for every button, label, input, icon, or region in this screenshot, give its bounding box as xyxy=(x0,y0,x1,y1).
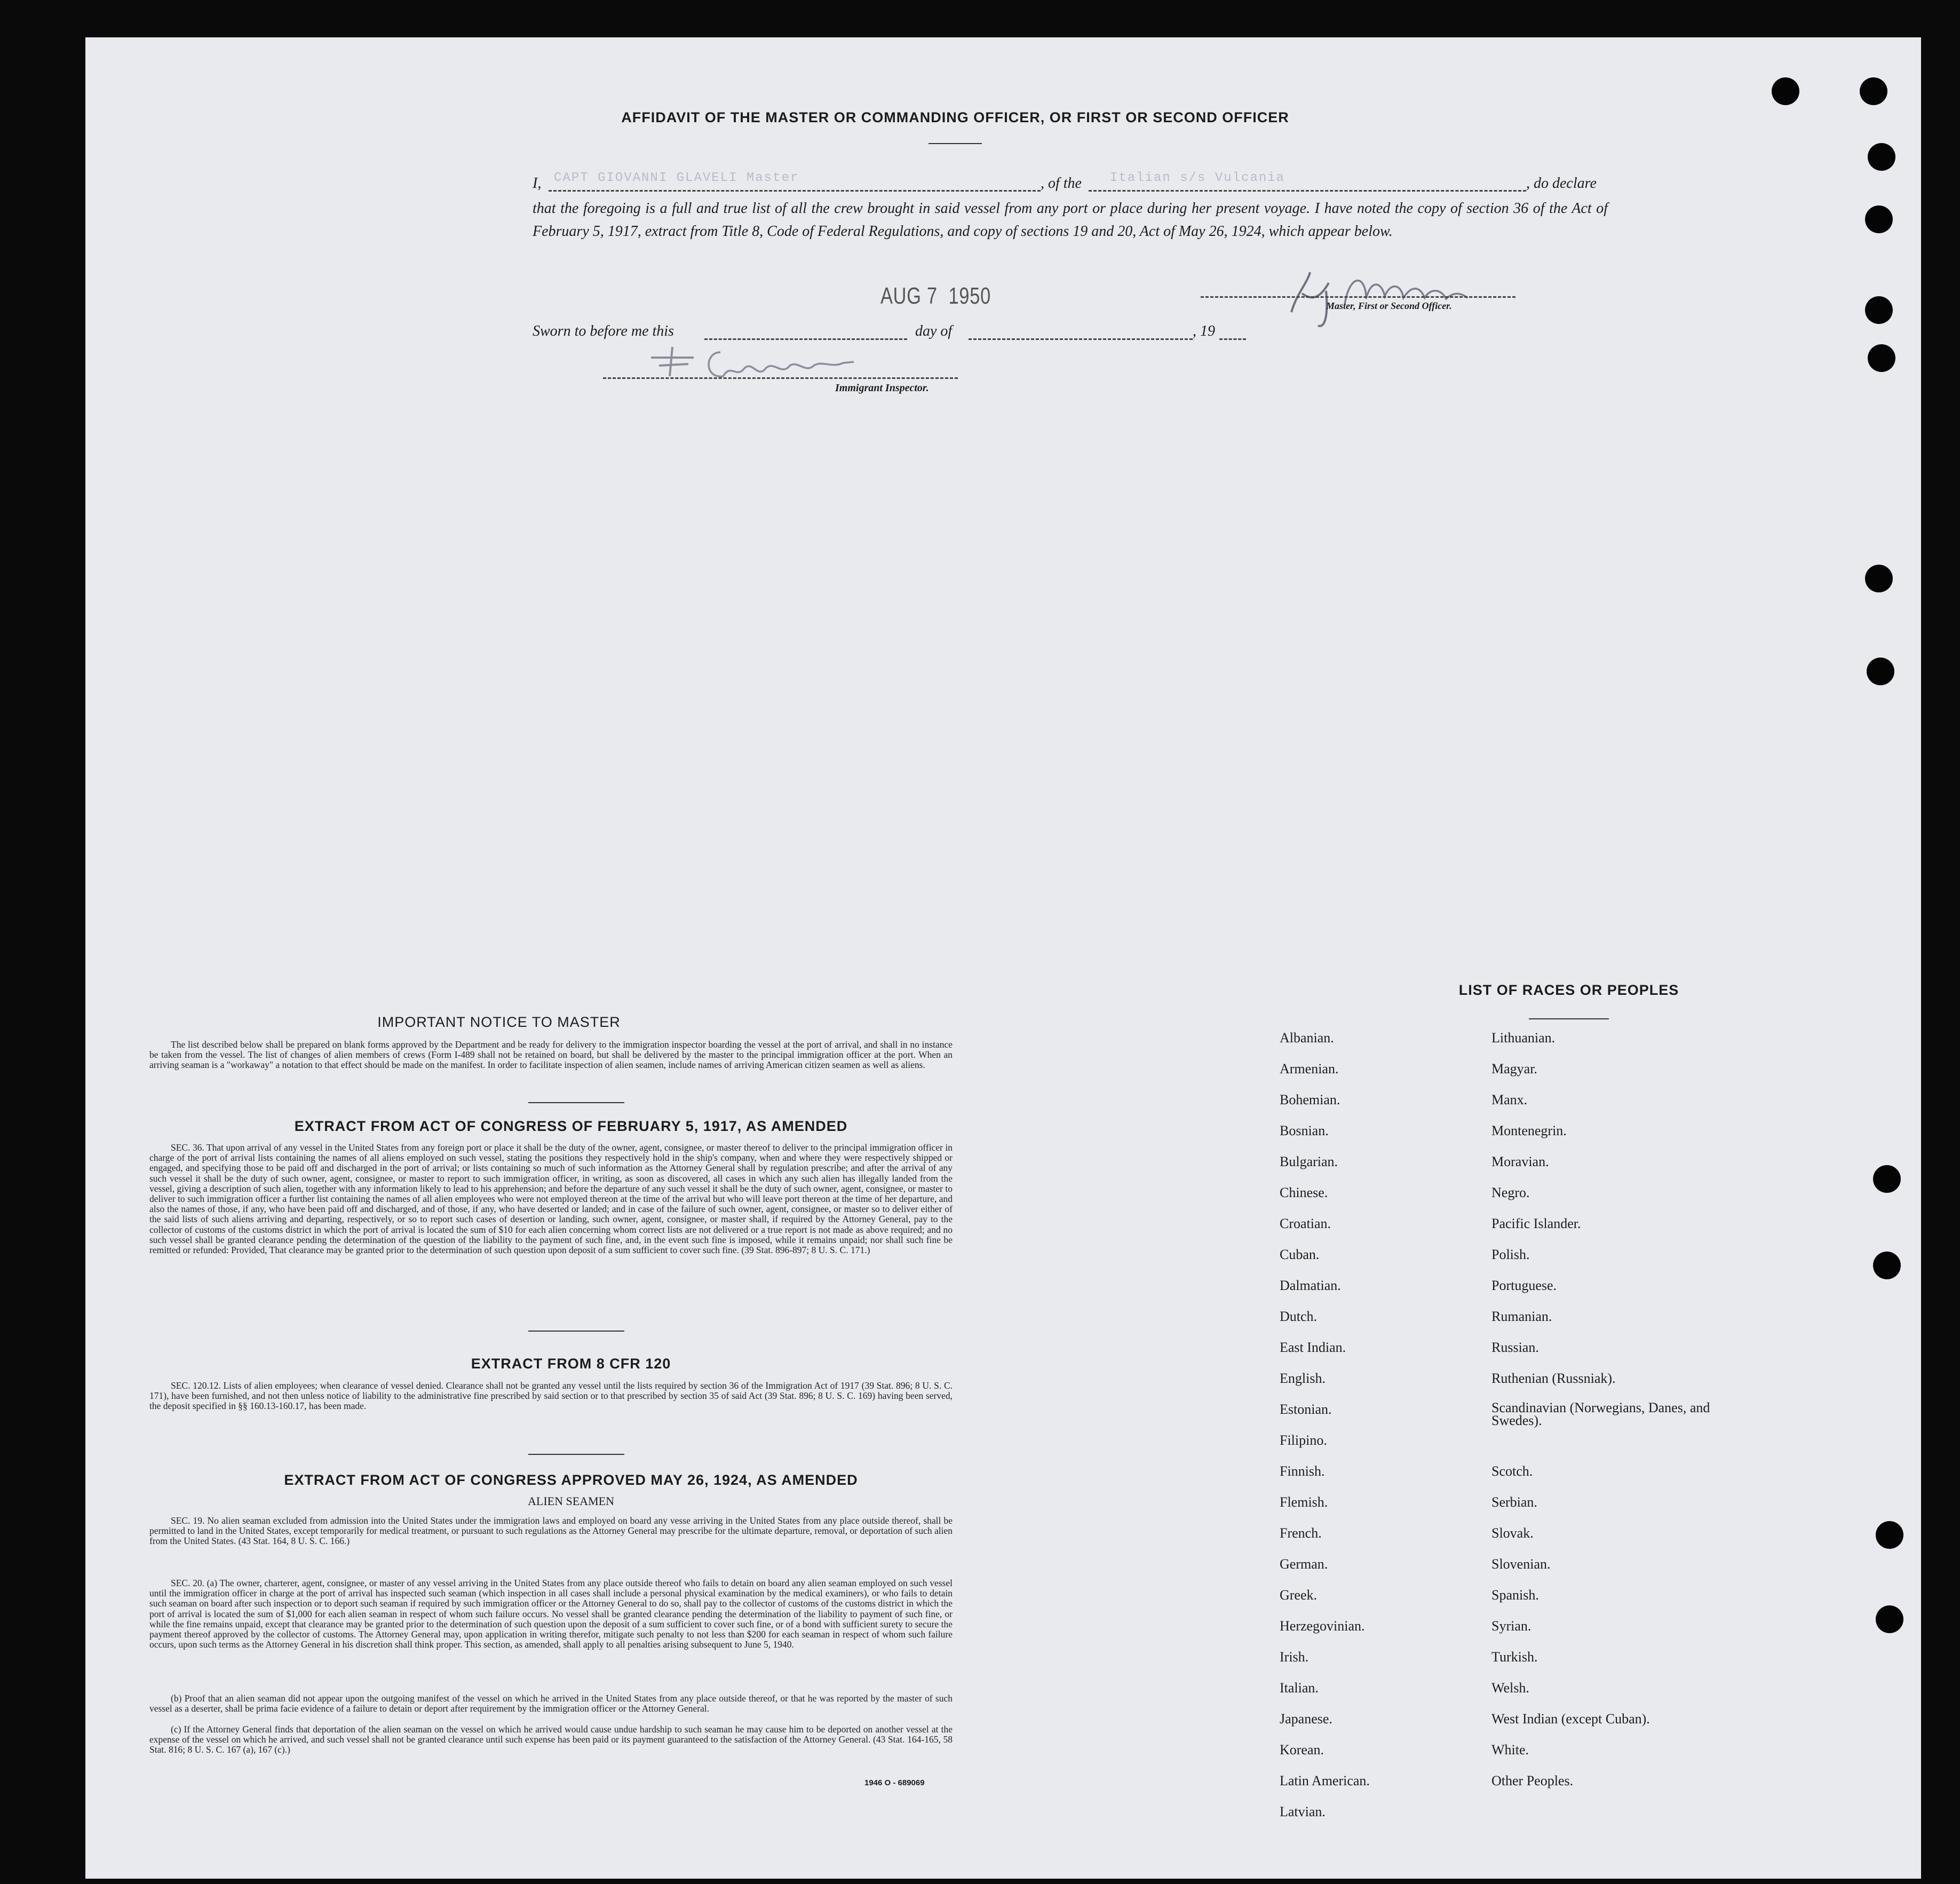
race-item: Montenegrin. xyxy=(1491,1123,1567,1138)
master-name-value: CAPT GIOVANNI GLAVELI Master xyxy=(554,171,799,185)
race-item: Slovenian. xyxy=(1491,1556,1551,1572)
race-item: Japanese. xyxy=(1280,1711,1332,1727)
race-item: Latvian. xyxy=(1280,1804,1326,1819)
sec20b-text: (b) Proof that an alien seaman did not appear upon the outgoing manifest of the vessel on which he arrived in the United States from any place outside thereof, or that he was reported by the master of such vessel as a deserter, shall be prima facie evidence of a failure to detain or deport after requirement by the immigration officer or the Attorney General. xyxy=(149,1693,953,1714)
race-item: Polish. xyxy=(1491,1247,1530,1262)
extract-cfr-rule xyxy=(528,1454,624,1455)
notice-title: IMPORTANT NOTICE TO MASTER xyxy=(377,1014,621,1030)
race-item: Spanish. xyxy=(1491,1587,1539,1603)
race-item: Korean. xyxy=(1280,1742,1324,1758)
punch-hole xyxy=(1867,658,1894,685)
notice-text: The list described below shall be prepared on blank forms approved by the Department and be ready for delivery to the immigration inspector boarding the vessel at the port of arrival, and shall in no instance be taken from the vessel. The list of changes of alien members of crews (Form I-489 shall not be retained on board, but shall be delivered by the master to the principal immigration officer at the port. When an arriving seaman is a "workaway" a notation to that effect should be made on the manifest. In order to facilitate inspection of alien seamen, include names of arriving American citizen seamen as well as aliens. xyxy=(149,1039,953,1071)
race-item: White. xyxy=(1491,1742,1529,1758)
inspector-signature xyxy=(630,336,864,390)
race-item: Pacific Islander. xyxy=(1491,1216,1581,1231)
races-rule xyxy=(1529,1018,1609,1019)
race-item: Cuban. xyxy=(1280,1247,1320,1262)
race-item: Finnish. xyxy=(1280,1463,1325,1479)
race-item: Bulgarian. xyxy=(1280,1154,1338,1169)
print-code: 1946 O - 689069 xyxy=(864,1778,925,1787)
vessel-name-value: Italian s/s Vulcania xyxy=(1110,171,1285,185)
master-signature-line xyxy=(1201,296,1515,298)
race-item: Magyar. xyxy=(1491,1061,1537,1076)
punch-hole xyxy=(1772,77,1799,105)
race-item: East Indian. xyxy=(1280,1340,1346,1355)
extract-cfr-title: EXTRACT FROM 8 CFR 120 xyxy=(471,1356,671,1372)
races-title: LIST OF RACES OR PEOPLES xyxy=(1458,982,1679,998)
master-name-line xyxy=(549,190,1041,192)
race-item: Armenian. xyxy=(1280,1061,1339,1076)
affidavit-title: AFFIDAVIT OF THE MASTER OR COMMANDING OFFICER, OR FIRST OR SECOND OFFICER xyxy=(621,109,1289,125)
extract-1924-title: EXTRACT FROM ACT OF CONGRESS APPROVED MAY 26, 1924, AS AMENDED xyxy=(284,1472,858,1488)
race-item: Manx. xyxy=(1491,1092,1528,1107)
race-item: Moravian. xyxy=(1491,1154,1549,1169)
i-label: I, xyxy=(533,175,542,192)
vessel-name-line xyxy=(1089,190,1526,192)
extract-cfr-text: SEC. 120.12. Lists of alien employees; when clearance of vessel denied. Clearance shall not be granted any vessel until the lists required by section 36 of the Immigration Act of 1917 (39 Stat. 896; 8 U. S. C. 171), have been furnished, and not then unless notice of liability to the administrative fine prescribed by said section or to that prescribed by section 35 of said Act (39 Stat. 896; 8 U. S. C. 169) having been served, the deposit specified in §§ 160.13-160.17, has been made. xyxy=(149,1380,953,1412)
race-item: Ruthenian (Russniak). xyxy=(1491,1371,1616,1386)
race-item: German. xyxy=(1280,1556,1328,1572)
sworn-year-line xyxy=(1219,338,1246,340)
title-rule xyxy=(929,143,982,144)
race-item: Syrian. xyxy=(1491,1618,1532,1634)
race-item: Dalmatian. xyxy=(1280,1278,1341,1293)
race-item: Filipino. xyxy=(1280,1432,1327,1448)
race-item: Irish. xyxy=(1280,1649,1309,1665)
punch-hole xyxy=(1860,77,1887,105)
race-item: Rumanian. xyxy=(1491,1309,1552,1324)
race-item: Latin American. xyxy=(1280,1773,1370,1788)
sec20a-text: SEC. 20. (a) The owner, charterer, agent, consignee, or master of any vessel arriving in the United States from any place outside thereof who fails to detain on board any alien seaman employed on such vessel until the immigration officer in charge at the port of arrival has inspected such seaman (which inspection in all cases shall include a personal physical examination by the medical examiners), or who fails to detain such seaman on board after such inspection or to deport such seaman if required by such immigration officer or the Attorney General to do so, shall pay to the collector of customs of the customs district in which the port of arrival is located the sum of $1,000 for each alien seaman in respect of whom such failure occurs. No vessel shall be granted clearance pending the determination of the liability to payment of such fine, or while the fine remains unpaid, except that clearance may be granted prior to the determination of such question upon the deposit of a sum sufficient to cover such fine, or of a bond with sufficient surety to secure the payment thereof approved by the collector of customs. The Attorney General may, upon application in writing therefor, mitigate such penalty to not less than $200 for each seaman in respect of whom such failure occurs, upon such terms as the Attorney General in his discretion shall think proper. This section, as amended, shall apply to all penalties arising subsequent to June 5, 1940. xyxy=(149,1578,953,1650)
inspector-caption: Immigrant Inspector. xyxy=(835,382,929,394)
race-item: Slovak. xyxy=(1491,1525,1534,1541)
date-stamp: AUG 7 1950 xyxy=(880,283,991,309)
race-item: Negro. xyxy=(1491,1185,1530,1200)
affidavit-body: that the foregoing is a full and true list of all the crew brought in said vessel from any port or place during her present voyage. I have noted the copy of section 36 of the Act of February 5, 1917, extract from Title 8, Code of Federal Regulations, and copy of sections 19 and 20, Act of May 26, 1924, which appear below. xyxy=(533,200,1608,240)
race-item: Herzegovinian. xyxy=(1280,1618,1365,1634)
master-caption: Master, First or Second Officer. xyxy=(1326,300,1452,311)
race-item: Bohemian. xyxy=(1280,1092,1340,1107)
notice-rule xyxy=(528,1102,624,1103)
punch-hole xyxy=(1873,1165,1901,1193)
punch-hole xyxy=(1865,565,1893,592)
inspector-signature-line xyxy=(603,377,958,379)
sec20c-text: (c) If the Attorney General finds that deportation of the alien seaman on the vessel on which he arrived would cause undue hardship to such seaman he may cause him to be deported on another vessel at the expense of the vessel on which he arrived, and such vessel shall not be granted clearance until such expense has been paid or its payment guaranteed to the satisfaction of the Attorney General. (43 Stat. 164-165, 58 Stat. 816; 8 U. S. C. 167 (a), 167 (c).) xyxy=(149,1724,953,1755)
race-item: Bosnian. xyxy=(1280,1123,1329,1138)
extract-1917-title: EXTRACT FROM ACT OF CONGRESS OF FEBRUARY 5, 1917, AS AMENDED xyxy=(294,1118,848,1134)
race-item: Serbian. xyxy=(1491,1494,1537,1510)
extract-1917-rule xyxy=(528,1331,624,1332)
extract-1924-subtitle: ALIEN SEAMEN xyxy=(528,1494,614,1508)
race-item: Dutch. xyxy=(1280,1309,1318,1324)
race-item: Russian. xyxy=(1491,1340,1539,1355)
race-item: West Indian (except Cuban). xyxy=(1491,1711,1650,1727)
race-item: Greek. xyxy=(1280,1587,1318,1603)
race-item: Welsh. xyxy=(1491,1680,1529,1696)
race-item: Chinese. xyxy=(1280,1185,1328,1200)
race-item: Scandinavian (Norwegians, Danes, and Swedes). xyxy=(1491,1400,1710,1428)
sworn-label: Sworn to before me this xyxy=(533,323,674,339)
punch-hole xyxy=(1876,1521,1903,1549)
race-item: Scotch. xyxy=(1491,1463,1533,1479)
sec19-text: SEC. 19. No alien seaman excluded from admission into the United States under the immigration laws and employed on board any vesse arriving in the United States from any place outside thereof, shall be permitted to land in the United States, except temporarily for medical treatment, or pursuant to such regulations as the Attorney General may prescribe for the ultimate departure, removal, or deportation of such alien from the United States. (43 Stat. 164, 8 U. S. C. 166.) xyxy=(149,1515,953,1547)
punch-hole xyxy=(1865,296,1893,324)
document-page xyxy=(85,37,1921,1879)
of-the-label: , of the xyxy=(1041,175,1082,192)
race-item: Italian. xyxy=(1280,1680,1319,1696)
day-of-label: day of xyxy=(915,323,953,339)
year-label: , 19 xyxy=(1193,323,1215,339)
race-item: Flemish. xyxy=(1280,1494,1328,1510)
race-item: English. xyxy=(1280,1371,1326,1386)
punch-hole xyxy=(1868,344,1895,372)
punch-hole xyxy=(1876,1605,1903,1633)
sworn-month-line xyxy=(969,338,1193,340)
race-item: Portuguese. xyxy=(1491,1278,1557,1293)
race-item: Lithuanian. xyxy=(1491,1030,1556,1046)
do-declare-label: , do declare xyxy=(1526,175,1597,192)
punch-hole xyxy=(1873,1252,1901,1279)
punch-hole xyxy=(1865,205,1893,233)
race-item: Other Peoples. xyxy=(1491,1773,1574,1788)
extract-1917-text: SEC. 36. That upon arrival of any vessel in the United States from any foreign port or place it shall be the duty of the owner, agent, consignee, or master thereof to deliver to the principal immigration officer in charge of the port of arrival lists containing the names of all aliens employed on such vessel, stating the positions they respectively hold in the ship's company, when and where they were respectively shipped or engaged, and specifying those to be paid off and discharged in the port of arrival; or lists containing so much of such information as the Attorney General shall by regulation prescribe; and after the arrival of any such vessel it shall be the duty of such owner, agent, consignee, or master to report to such immigration officer, in writing, as soon as discovered, all cases in which any such alien has illegally landed from the vessel, giving a description of such alien, together with any information likely to lead to his apprehension; and before the departure of any such vessel it shall be the duty of such owner, agent, consignee, or master to deliver to such immigration officer a further list containing the names of all alien employees who were not employed thereon at the time of the arrival but who will leave port thereon at the time of her departure, and also the names of those, if any, who have been paid off and discharged, and of those, if any, who have deserted or landed; and in case of the failure of such owner, agent, consignee, or master so to deliver either of the said lists of such aliens arriving and departing, respectively, or so to report such cases of desertion or landing, such owner, agent, consignee, or master shall, if required by the Attorney General, pay to the collector of customs of the customs district in which the port of arrival is located the sum of $10 for each alien concerning whom correct lists are not delivered or a true report is not made as above required; and no such vessel shall be granted clearance pending the determination of the question of the liability to the payment of such fine, and, in the event such fine is imposed, while it remains unpaid; nor shall such fine be remitted or refunded: Provided, That clearance may be granted prior to the determination of such question upon deposit of a sum sufficient to cover such fine. (39 Stat. 896-897; 8 U. S. C. 171.) xyxy=(149,1142,953,1256)
race-item: French. xyxy=(1280,1525,1322,1541)
race-item: Estonian. xyxy=(1280,1402,1332,1417)
punch-hole xyxy=(1868,143,1895,171)
race-item: Turkish. xyxy=(1491,1649,1538,1665)
race-item: Albanian. xyxy=(1280,1030,1334,1046)
race-item: Croatian. xyxy=(1280,1216,1331,1231)
